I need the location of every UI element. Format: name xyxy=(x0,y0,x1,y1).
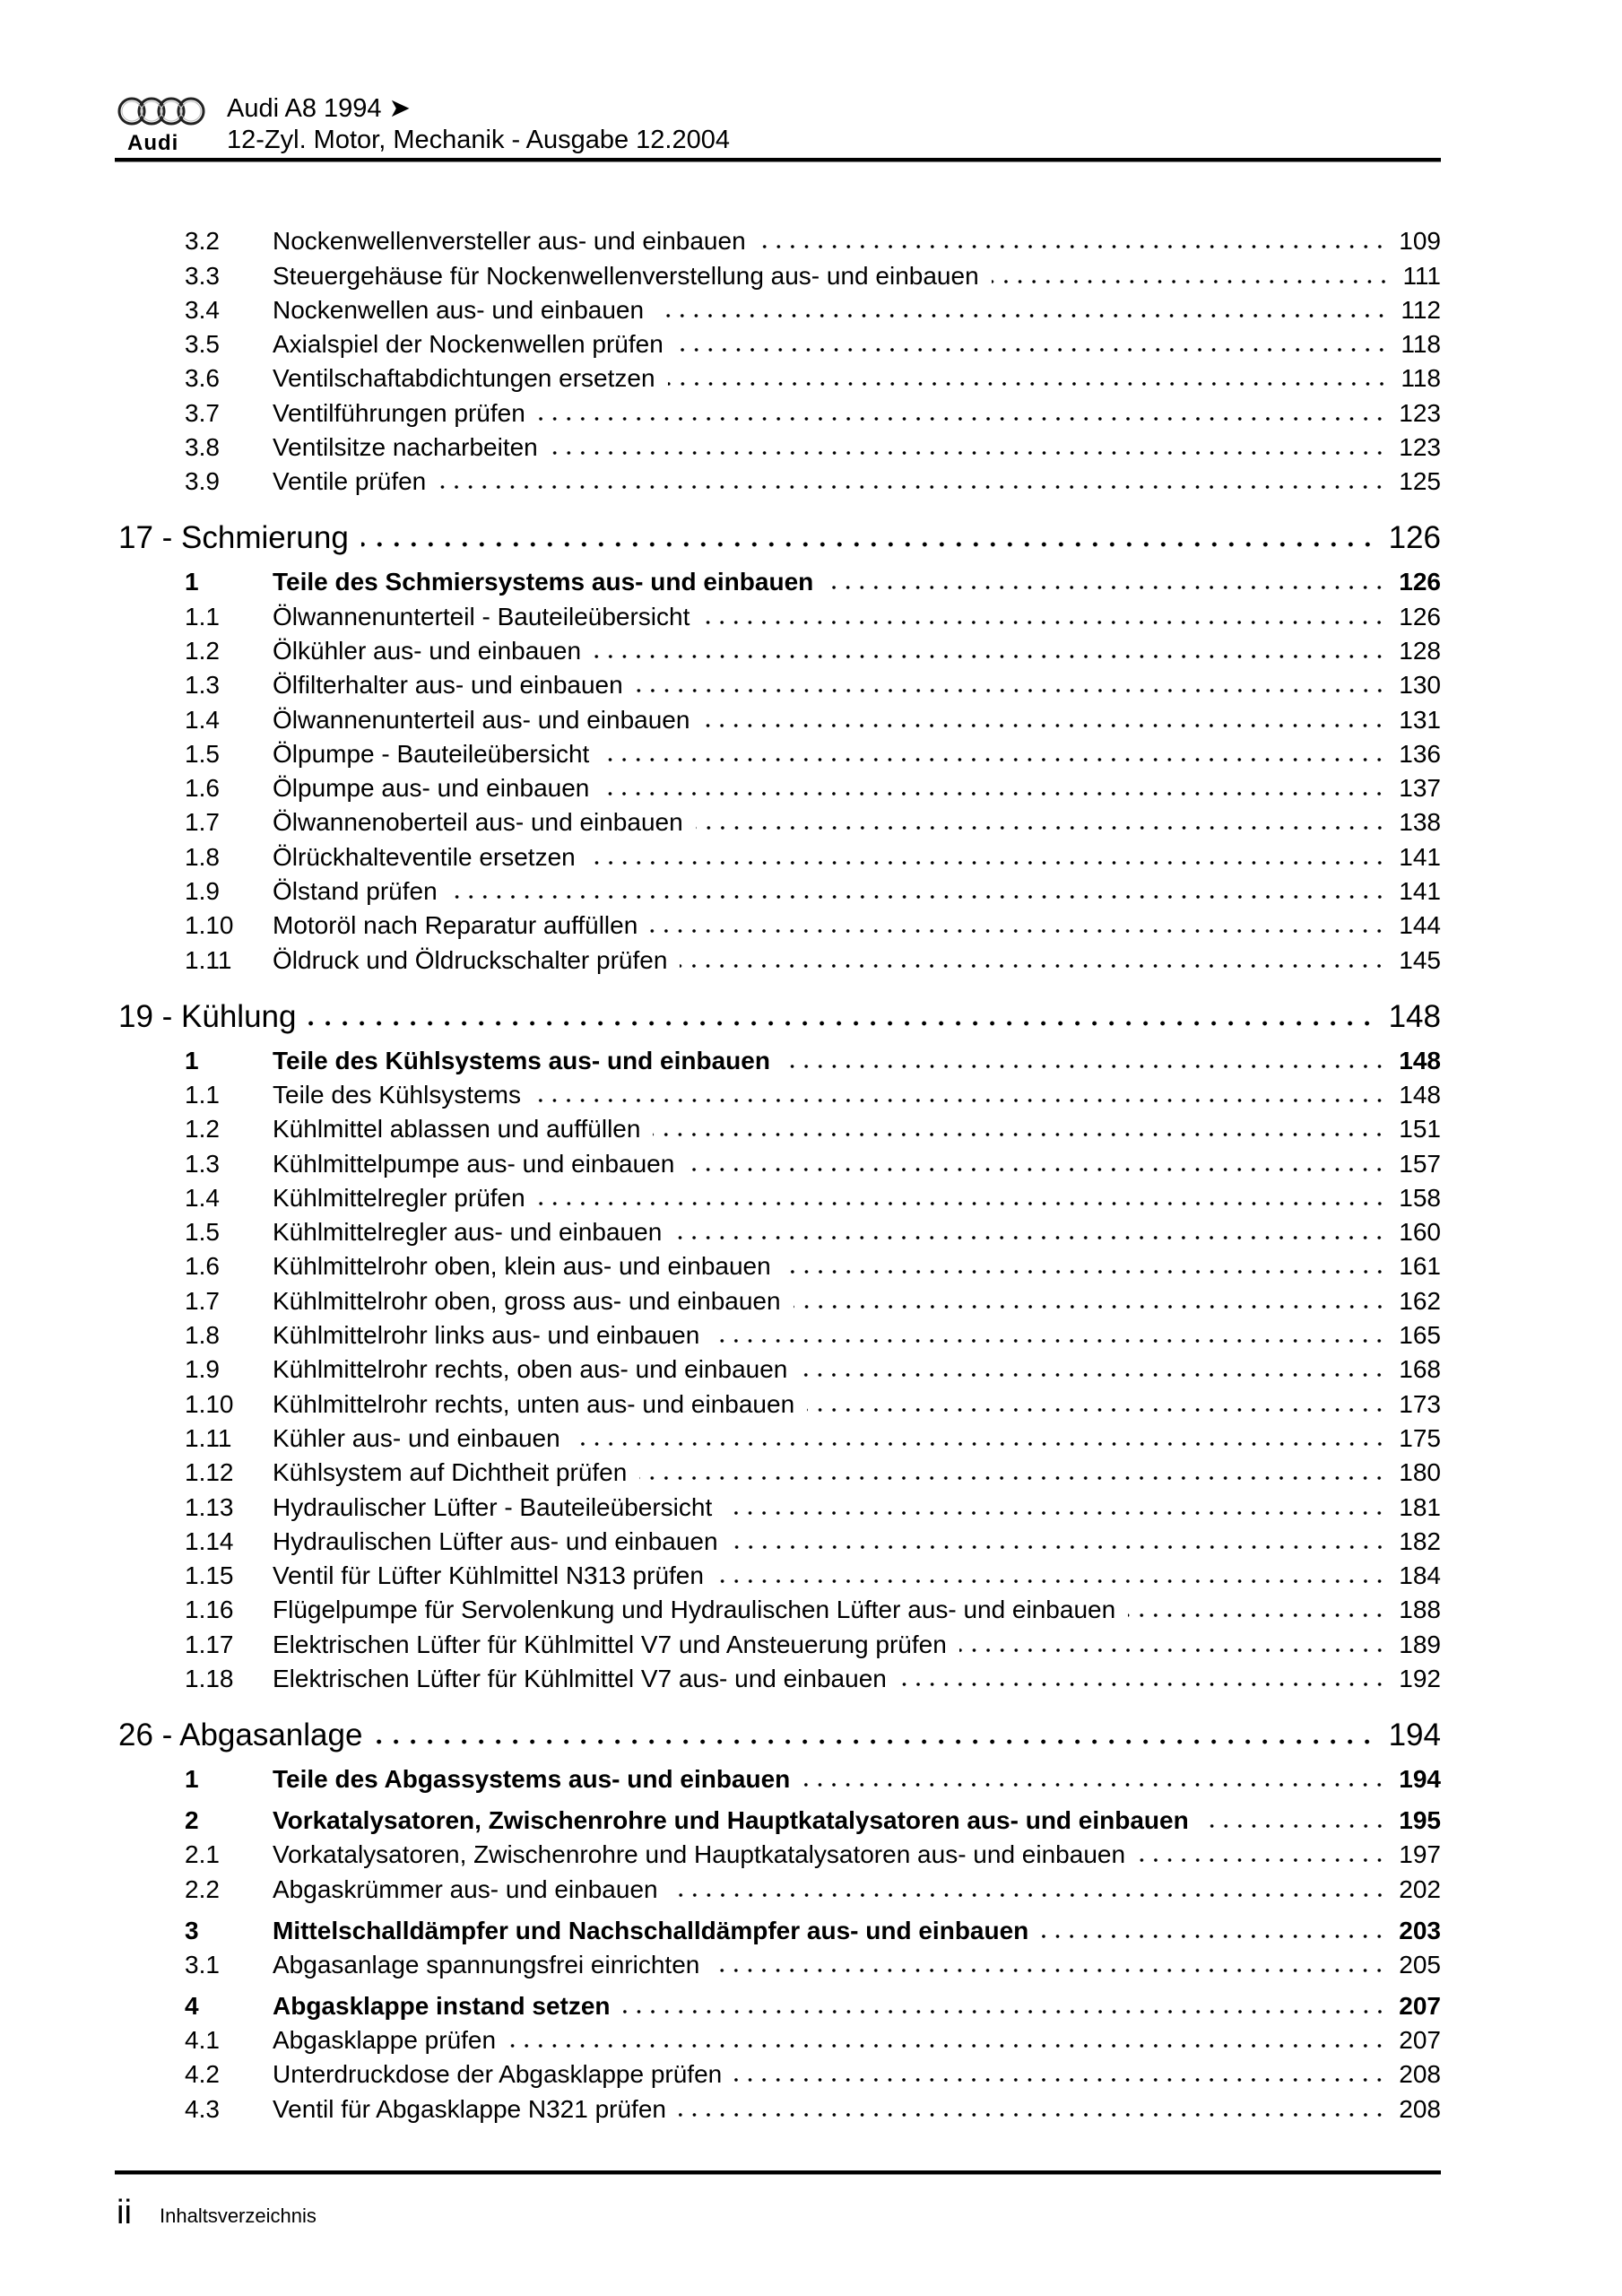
toc-entry-title: Flügelpumpe für Servolenkung und Hydraulischen Lüfter aus- und einbauen xyxy=(273,1596,1116,1624)
toc-entry-number: 1.3 xyxy=(185,1149,220,1178)
dot-leader xyxy=(308,1020,1375,1027)
toc-entry-title: Kühlmittelregler aus- und einbauen xyxy=(273,1218,663,1247)
toc-entry[interactable] xyxy=(0,1144,1622,1178)
toc-entry-number: 1.7 xyxy=(185,1286,220,1315)
toc-entry-page: 123 xyxy=(1399,433,1441,462)
dot-leader xyxy=(1128,1613,1386,1618)
toc-entry-number: 3 xyxy=(185,1916,199,1944)
toc-entry-page: 173 xyxy=(1399,1389,1441,1418)
toc-entry-title: Ventilsitze nacharbeiten xyxy=(273,433,538,462)
toc-entry[interactable] xyxy=(0,1905,1622,1946)
toc-entry-page: 184 xyxy=(1399,1561,1441,1590)
toc-entry-page: 109 xyxy=(1399,227,1441,256)
toc-entry[interactable] xyxy=(0,941,1622,975)
toc-entry-number: 1.4 xyxy=(185,705,220,734)
dot-leader xyxy=(1201,1823,1387,1829)
dot-leader xyxy=(724,1510,1386,1516)
dot-leader xyxy=(538,1201,1387,1206)
toc-entry-page: 141 xyxy=(1399,877,1441,906)
toc-entry[interactable] xyxy=(0,1625,1622,1659)
toc-entry[interactable] xyxy=(0,360,1622,394)
toc-entry-title: Abgasklappe prüfen xyxy=(273,2026,497,2055)
toc-entry-page: 148 xyxy=(1388,998,1441,1034)
toc-entry[interactable] xyxy=(0,907,1622,941)
toc-entry-number: 1.8 xyxy=(185,842,220,871)
toc-entry-title: Abgasanlage spannungsfrei einrichten xyxy=(273,1950,700,1979)
audi-wordmark: Audi xyxy=(127,131,179,155)
toc-entry-number: 1.5 xyxy=(185,739,220,768)
toc-entry[interactable] xyxy=(0,1946,1622,1980)
dot-leader xyxy=(594,654,1386,659)
dot-leader xyxy=(734,2077,1386,2083)
toc-entry-page: 188 xyxy=(1399,1596,1441,1624)
toc-chapter-heading[interactable] xyxy=(0,1694,1622,1753)
toc-entry[interactable] xyxy=(0,291,1622,326)
toc-entry[interactable] xyxy=(0,1248,1622,1282)
toc-entry-title: Hydraulischer Lüfter - Bauteileübersicht xyxy=(273,1492,713,1521)
toc-entry-page: 192 xyxy=(1399,1664,1441,1692)
dot-leader xyxy=(696,825,1387,831)
toc-entry-number: 1.6 xyxy=(185,774,220,803)
toc-entry-page: 148 xyxy=(1399,1046,1441,1074)
dot-leader xyxy=(716,1578,1386,1584)
toc-entry-page: 162 xyxy=(1399,1286,1441,1315)
toc-entry-number: 1.9 xyxy=(185,877,220,906)
toc-entry[interactable] xyxy=(0,1110,1622,1144)
toc-entry-page: 123 xyxy=(1399,398,1441,427)
toc-entry-page: 131 xyxy=(1399,705,1441,734)
toc-entry-title: Ölwannenoberteil aus- und einbauen xyxy=(273,808,683,837)
toc-entry-page: 194 xyxy=(1388,1717,1441,1752)
toc-entry-page: 126 xyxy=(1399,568,1441,596)
toc-entry-number: 1.11 xyxy=(185,945,232,974)
toc-entry-title: 17 - Schmierung xyxy=(118,520,349,556)
toc-entry-number: 1.5 xyxy=(185,1218,220,1247)
toc-entry-page: 189 xyxy=(1399,1630,1441,1658)
toc-entry[interactable] xyxy=(0,1420,1622,1454)
dot-leader xyxy=(656,313,1388,318)
toc-entry-title: Ölstand prüfen xyxy=(273,877,438,906)
toc-entry-page: 197 xyxy=(1399,1840,1441,1869)
toc-entry-page: 194 xyxy=(1399,1764,1441,1793)
toc-entry-title: Hydraulischen Lüfter aus- und einbauen xyxy=(273,1526,718,1555)
toc-entry-number: 3.2 xyxy=(185,227,220,256)
toc-chapter-heading[interactable] xyxy=(0,976,1622,1035)
toc-entry-title: Kühlmittelrohr oben, klein aus- und einbauen xyxy=(273,1252,771,1281)
toc-entry-title: Kühlmittelrohr links aus- und einbauen xyxy=(273,1321,700,1350)
toc-entry-number: 1.17 xyxy=(185,1630,234,1658)
dot-leader xyxy=(623,2009,1387,2014)
toc-entry-title: Ölpumpe aus- und einbauen xyxy=(273,774,590,803)
dot-leader xyxy=(573,1441,1387,1447)
toc-entry-page: 180 xyxy=(1399,1458,1441,1487)
toc-entry-page: 207 xyxy=(1399,1991,1441,2020)
toc-entry[interactable] xyxy=(0,1351,1622,1385)
toc-entry-number: 3.5 xyxy=(185,330,220,359)
dot-leader xyxy=(992,279,1391,284)
toc-entry-number: 2 xyxy=(185,1805,199,1834)
dot-leader xyxy=(668,381,1389,387)
toc-entry-page: 168 xyxy=(1399,1355,1441,1384)
toc-entry-title: Öldruck und Öldruckschalter prüfen xyxy=(273,945,668,974)
toc-entry-title: Unterdruckdose der Abgasklappe prüfen xyxy=(273,2060,723,2089)
toc-entry-page: 130 xyxy=(1399,671,1441,700)
dot-leader xyxy=(551,450,1387,456)
toc-entry-page: 208 xyxy=(1399,2060,1441,2089)
toc-entry-title: Ölpumpe - Bauteileübersicht xyxy=(273,739,590,768)
toc-entry[interactable] xyxy=(0,2090,1622,2124)
toc-entry-number: 1.14 xyxy=(185,1526,234,1555)
toc-entry-number: 1.11 xyxy=(185,1423,232,1452)
toc-entry-page: 181 xyxy=(1399,1492,1441,1521)
toc-entry-page: 145 xyxy=(1399,945,1441,974)
toc-entry[interactable] xyxy=(0,326,1622,360)
dot-leader xyxy=(636,688,1387,693)
toc-entry-number: 2.1 xyxy=(185,1840,220,1869)
toc-entry[interactable] xyxy=(0,429,1622,463)
toc-entry-title: Teile des Kühlsystems aus- und einbauen xyxy=(273,1046,770,1074)
dot-leader xyxy=(361,541,1376,548)
dot-leader xyxy=(533,1098,1386,1103)
dot-leader xyxy=(784,1269,1387,1274)
dot-leader xyxy=(680,963,1386,969)
toc-entry[interactable] xyxy=(0,2022,1622,2056)
dot-leader xyxy=(783,1064,1386,1069)
dot-leader xyxy=(712,1968,1386,1973)
toc-entry[interactable] xyxy=(0,1385,1622,1419)
dot-leader xyxy=(826,585,1386,590)
toc-entry-number: 1.12 xyxy=(185,1458,234,1487)
toc-entry-number: 1.9 xyxy=(185,1355,220,1384)
toc-entry-page: 182 xyxy=(1399,1526,1441,1555)
toc-entry-number: 1 xyxy=(185,1764,199,1793)
toc-entry-number: 1.8 xyxy=(185,1321,220,1350)
toc-entry-title: Ölkühler aus- und einbauen xyxy=(273,636,582,665)
toc-entry[interactable] xyxy=(0,463,1622,497)
dot-leader xyxy=(1041,1934,1386,1939)
dot-leader xyxy=(674,1235,1386,1240)
toc-entry-number: 1.1 xyxy=(185,602,220,631)
toc-entry-title: Ventilführungen prüfen xyxy=(273,398,525,427)
audi-rings-icon xyxy=(117,93,206,129)
toc-entry-number: 1.4 xyxy=(185,1183,220,1212)
toc-chapter-heading[interactable] xyxy=(0,497,1622,556)
toc-entry-title: Ventile prüfen xyxy=(273,467,427,496)
toc-entry-number: 3.9 xyxy=(185,467,220,496)
toc-entry-title: Teile des Abgassystems aus- und einbauen xyxy=(273,1764,791,1793)
toc-entry-title: Ölwannenunterteil - Bauteileübersicht xyxy=(273,602,690,631)
toc-entry-title: Vorkatalysatoren, Zwischenrohre und Hauptkatalysatoren aus- und einbauen xyxy=(273,1840,1126,1869)
toc-entry-title: Kühlmittelrohr rechts, unten aus- und einbauen xyxy=(273,1389,795,1418)
toc-entry-number: 3.1 xyxy=(185,1950,220,1979)
dot-leader xyxy=(802,1782,1386,1787)
toc-entry-title: Nockenwellen aus- und einbauen xyxy=(273,295,645,324)
toc-entry-number: 1 xyxy=(185,568,199,596)
toc-entry-page: 207 xyxy=(1399,2026,1441,2055)
toc-entry[interactable] xyxy=(0,1179,1622,1213)
document-subtitle: 12-Zyl. Motor, Mechanik - Ausgabe 12.2004 xyxy=(227,126,730,154)
toc-entry-number: 4.3 xyxy=(185,2094,220,2123)
toc-entry-page: 118 xyxy=(1401,330,1441,359)
toc-entry-page: 160 xyxy=(1399,1218,1441,1247)
toc-entry-page: 175 xyxy=(1399,1423,1441,1452)
page-number: ii xyxy=(117,2194,132,2231)
toc-entry-page: 126 xyxy=(1388,520,1441,556)
dot-leader xyxy=(639,1475,1386,1481)
toc-entry[interactable] xyxy=(0,394,1622,428)
toc-entry[interactable] xyxy=(0,1660,1622,1694)
toc-entry-number: 1.7 xyxy=(185,808,220,837)
dot-leader xyxy=(653,1132,1386,1137)
dot-leader xyxy=(650,928,1386,934)
toc-entry[interactable] xyxy=(0,1836,1622,1870)
dot-leader xyxy=(794,1304,1387,1309)
toc-entry-page: 138 xyxy=(1399,808,1441,837)
toc-entry-number: 1.18 xyxy=(185,1664,234,1692)
toc-entry-page: 141 xyxy=(1399,842,1441,871)
footer-divider xyxy=(115,2170,1441,2175)
toc-entry[interactable] xyxy=(0,556,1622,597)
toc-entry-number: 1.16 xyxy=(185,1596,234,1624)
dot-leader xyxy=(438,484,1386,490)
dot-leader xyxy=(671,1892,1387,1898)
dot-leader xyxy=(602,757,1386,762)
toc-entry-title: Kühlmittelpumpe aus- und einbauen xyxy=(273,1149,675,1178)
toc-entry-page: 195 xyxy=(1399,1805,1441,1834)
footer-section-label: Inhaltsverzeichnis xyxy=(160,2205,317,2227)
toc-entry-number: 1.10 xyxy=(185,1389,234,1418)
toc-entry[interactable] xyxy=(0,1035,1622,1076)
toc-entry[interactable] xyxy=(0,1282,1622,1316)
toc-entry[interactable] xyxy=(0,804,1622,838)
toc-entry[interactable] xyxy=(0,1795,1622,1836)
toc-entry[interactable] xyxy=(0,1454,1622,1488)
toc-entry-title: Steuergehäuse für Nockenwellenverstellung aus- und einbauen xyxy=(273,261,979,290)
toc-entry-number: 3.4 xyxy=(185,295,220,324)
toc-entry[interactable] xyxy=(0,1076,1622,1110)
toc-entry[interactable] xyxy=(0,1753,1622,1795)
dot-leader xyxy=(807,1407,1386,1413)
toc-entry-number: 3.7 xyxy=(185,398,220,427)
toc-entry[interactable] xyxy=(0,1317,1622,1351)
toc-entry-page: 151 xyxy=(1399,1115,1441,1144)
toc-entry[interactable] xyxy=(0,597,1622,631)
toc-entry[interactable] xyxy=(0,1523,1622,1557)
toc-entry-page: 157 xyxy=(1399,1149,1441,1178)
toc-entry[interactable] xyxy=(0,1870,1622,1904)
toc-entry-title: Ventil für Abgasklappe N321 prüfen xyxy=(273,2094,666,2123)
toc-entry-title: Ölfilterhalter aus- und einbauen xyxy=(273,671,623,700)
toc-entry[interactable] xyxy=(0,1213,1622,1248)
toc-entry-title: Ölrückhalteventile ersetzen xyxy=(273,842,576,871)
toc-entry-page: 205 xyxy=(1399,1950,1441,1979)
toc-entry-title: 19 - Kühlung xyxy=(118,998,297,1034)
toc-entry[interactable] xyxy=(0,770,1622,804)
toc-entry-number: 3.8 xyxy=(185,433,220,462)
dot-leader xyxy=(602,791,1386,796)
toc-entry-number: 1.6 xyxy=(185,1252,220,1281)
toc-entry[interactable] xyxy=(0,735,1622,770)
toc-entry-page: 111 xyxy=(1402,261,1441,290)
toc-entry-title: Ventilschaftabdichtungen ersetzen xyxy=(273,364,655,393)
toc-entry-number: 1.1 xyxy=(185,1080,220,1109)
toc-entry-title: Teile des Kühlsystems xyxy=(273,1080,522,1109)
toc-entry[interactable] xyxy=(0,1980,1622,2022)
toc-entry-page: 202 xyxy=(1399,1874,1441,1903)
toc-entry-title: Elektrischen Lüfter für Kühlmittel V7 aus- und einbauen xyxy=(273,1664,887,1692)
dot-leader xyxy=(538,416,1387,422)
toc-entry-title: Abgaskrümmer aus- und einbauen xyxy=(273,1874,658,1903)
dot-leader xyxy=(450,894,1387,900)
toc-entry-number: 4.2 xyxy=(185,2060,220,2089)
toc-entry[interactable] xyxy=(0,1591,1622,1625)
toc-entry[interactable] xyxy=(0,666,1622,700)
toc-entry-number: 4.1 xyxy=(185,2026,220,2055)
toc-entry-title: Ölwannenunterteil aus- und einbauen xyxy=(273,705,690,734)
toc-entry-page: 112 xyxy=(1401,295,1441,324)
toc-entry-page: 137 xyxy=(1399,774,1441,803)
toc-entry-number: 4 xyxy=(185,1991,199,2020)
toc-entry-page: 125 xyxy=(1399,467,1441,496)
toc-entry-title: Kühlmittelregler prüfen xyxy=(273,1183,525,1212)
toc-entry-title: Elektrischen Lüfter für Kühlmittel V7 und Ansteuerung prüfen xyxy=(273,1630,947,1658)
toc-entry-number: 1.2 xyxy=(185,636,220,665)
toc-entry-number: 1 xyxy=(185,1046,199,1074)
header-divider xyxy=(115,158,1441,162)
toc-entry-number: 1.13 xyxy=(185,1492,234,1521)
toc-entry[interactable] xyxy=(0,838,1622,872)
toc-entry-title: Kühlmittel ablassen und auffüllen xyxy=(273,1115,641,1144)
toc-entry-title: Motoröl nach Reparatur auffüllen xyxy=(273,911,638,940)
toc-entry-number: 1.3 xyxy=(185,671,220,700)
toc-entry-number: 3.6 xyxy=(185,364,220,393)
toc-entry-title: Vorkatalysatoren, Zwischenrohre und Hauptkatalysatoren aus- und einbauen xyxy=(273,1805,1189,1834)
toc-entry-title: Kühler aus- und einbauen xyxy=(273,1423,560,1452)
toc-entry-number: 1.15 xyxy=(185,1561,234,1590)
dot-leader xyxy=(731,1544,1387,1550)
document-title: Audi A8 1994 ➤ xyxy=(227,94,411,123)
toc-entry-page: 136 xyxy=(1399,739,1441,768)
toc-entry-number: 1.10 xyxy=(185,911,234,940)
toc-entry-number: 2.2 xyxy=(185,1874,220,1903)
dot-leader xyxy=(712,1338,1386,1344)
toc-entry-title: Abgasklappe instand setzen xyxy=(273,1991,611,2020)
toc-entry[interactable] xyxy=(0,873,1622,907)
toc-entry-page: 148 xyxy=(1399,1080,1441,1109)
dot-leader xyxy=(375,1738,1375,1745)
toc-entry[interactable] xyxy=(0,700,1622,735)
dot-leader xyxy=(702,620,1386,625)
toc-entry-title: Mittelschalldämpfer und Nachschalldämpfer aus- und einbauen xyxy=(273,1916,1029,1944)
toc-entry[interactable] xyxy=(0,2056,1622,2090)
dot-leader xyxy=(508,2043,1386,2048)
toc-entry[interactable] xyxy=(0,257,1622,291)
toc-entry-title: Kühlmittelrohr rechts, oben aus- und einbauen xyxy=(273,1355,788,1384)
dot-leader xyxy=(800,1372,1386,1378)
toc-entry-page: 158 xyxy=(1399,1183,1441,1212)
dot-leader xyxy=(679,2112,1386,2118)
toc-entry-title: Kühlsystem auf Dichtheit prüfen xyxy=(273,1458,628,1487)
toc-entry[interactable] xyxy=(0,1557,1622,1591)
toc-entry-page: 161 xyxy=(1399,1252,1441,1281)
toc-entry-number: 3.3 xyxy=(185,261,220,290)
toc-entry-title: Teile des Schmiersystems aus- und einbauen xyxy=(273,568,814,596)
dot-leader xyxy=(959,1648,1387,1653)
toc-entry-page: 126 xyxy=(1399,602,1441,631)
dot-leader xyxy=(759,244,1387,249)
toc-entry-title: Axialspiel der Nockenwellen prüfen xyxy=(273,330,664,359)
toc-entry-title: Ventil für Lüfter Kühlmittel N313 prüfen xyxy=(273,1561,704,1590)
toc-entry-page: 208 xyxy=(1399,2094,1441,2123)
table-of-contents xyxy=(0,222,1622,2125)
toc-entry-number: 1.2 xyxy=(185,1115,220,1144)
toc-entry-page: 203 xyxy=(1399,1916,1441,1944)
toc-entry[interactable] xyxy=(0,222,1622,257)
toc-entry[interactable] xyxy=(0,632,1622,666)
dot-leader xyxy=(687,1167,1386,1172)
dot-leader xyxy=(1138,1857,1386,1863)
dot-leader xyxy=(588,860,1387,865)
toc-entry-title: Nockenwellenversteller aus- und einbauen xyxy=(273,227,746,256)
toc-entry-page: 165 xyxy=(1399,1321,1441,1350)
toc-entry-page: 128 xyxy=(1399,636,1441,665)
toc-entry-title: 26 - Abgasanlage xyxy=(118,1717,363,1752)
toc-entry-page: 118 xyxy=(1401,364,1441,393)
dot-leader xyxy=(702,723,1386,728)
dot-leader xyxy=(899,1682,1386,1687)
toc-entry-page: 144 xyxy=(1399,911,1441,940)
dot-leader xyxy=(676,347,1389,352)
toc-entry-title: Kühlmittelrohr oben, gross aus- und einbauen xyxy=(273,1286,781,1315)
toc-entry[interactable] xyxy=(0,1488,1622,1522)
